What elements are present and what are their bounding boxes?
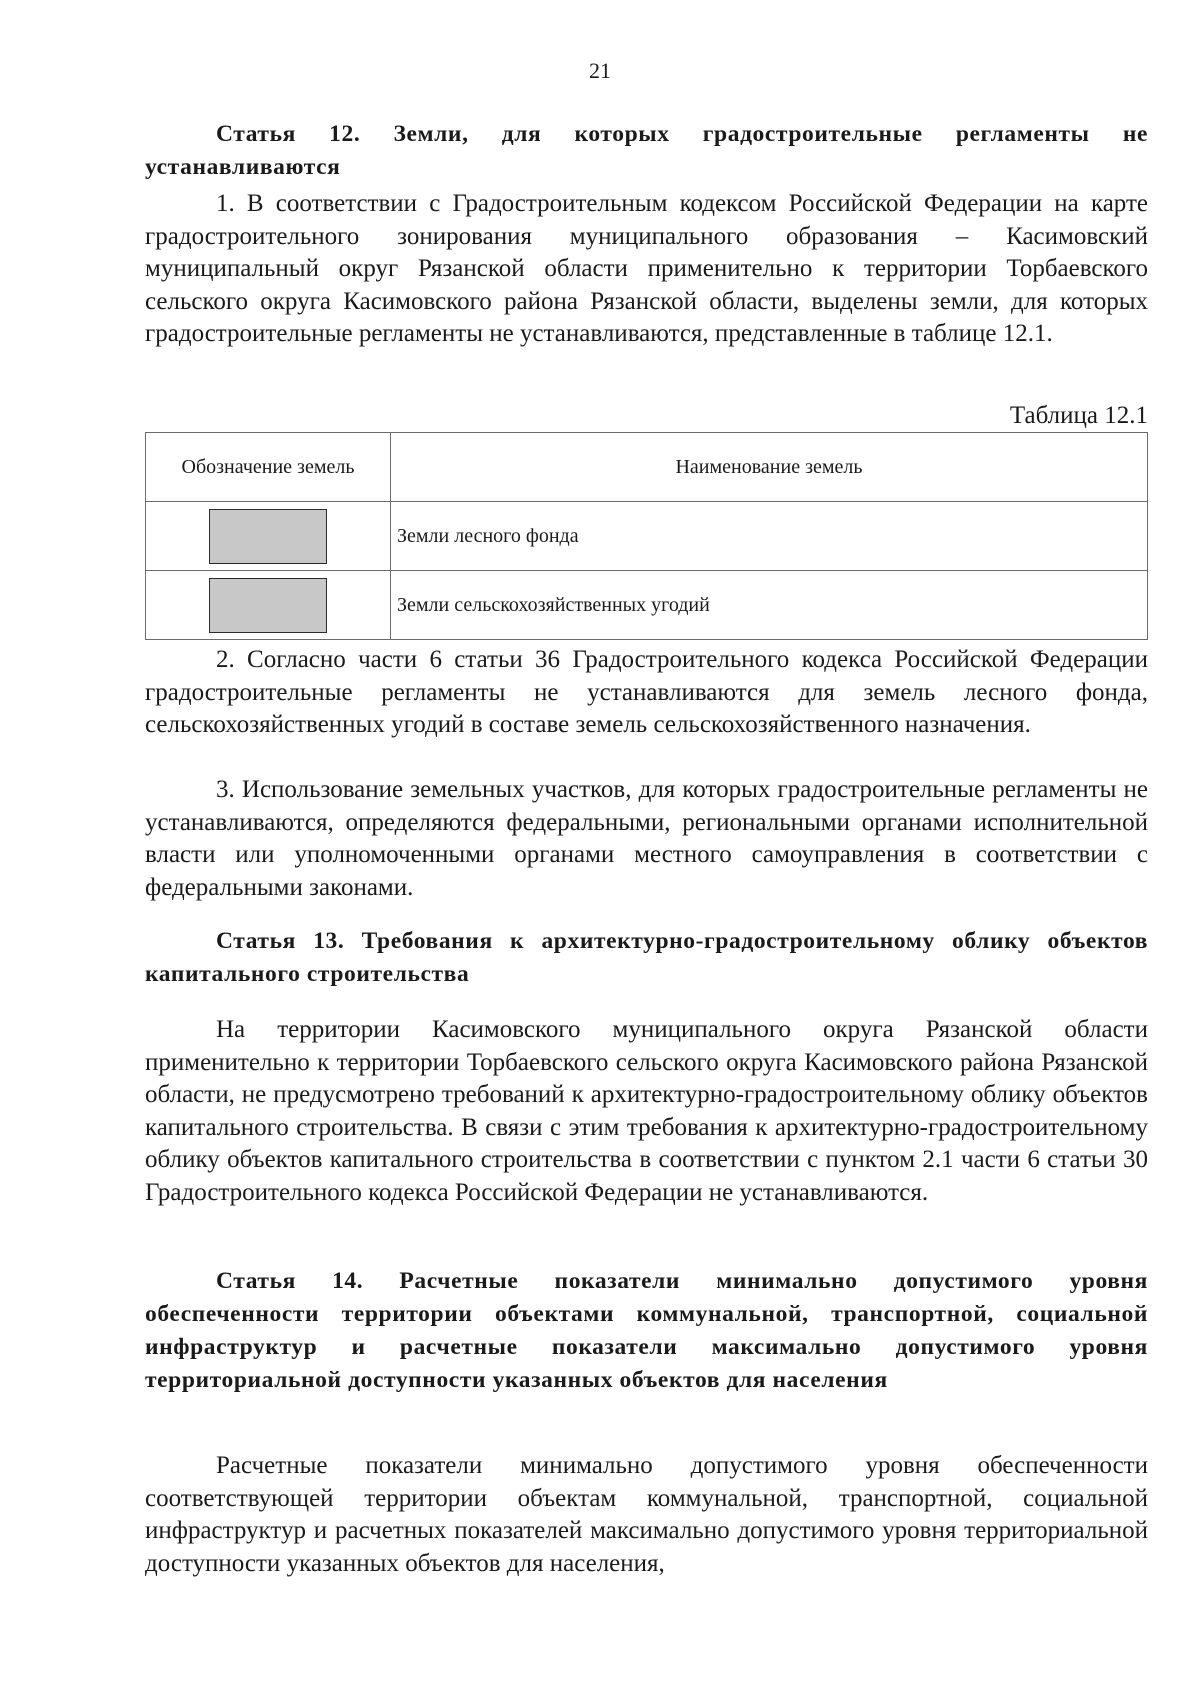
article-14-heading: Статья 14. Расчетные показатели минимально допустимого уровня обеспеченности территории объектами коммунальной, транспортной, социальной инфраструктур и расчетные показатели максимально допустимого уровня территориальной доступности указанных объектов для населения — [145, 1268, 1148, 1393]
article-12-heading: Статья 12. Земли, для которых градостроительные регламенты не устанавливаются — [145, 121, 1148, 180]
page-number: 21 — [589, 58, 611, 83]
land-name: Земли сельскохозяйственных угодий — [391, 571, 1148, 640]
agricultural-land-swatch — [209, 578, 327, 633]
table-row — [146, 502, 1148, 571]
header-symbol: Обозначение земель — [146, 433, 391, 502]
land-name: Земли лесного фонда — [391, 502, 1148, 571]
header-name: Наименование земель — [391, 433, 1148, 502]
table-header-row — [146, 433, 1148, 502]
table-row — [146, 571, 1148, 640]
lands-table — [145, 432, 1148, 640]
forest-land-swatch — [209, 509, 327, 564]
table-caption: Таблица 12.1 — [1009, 402, 1148, 429]
article-13-heading: Статья 13. Требования к архитектурно-градостроительному облику объектов капитального строительства — [145, 928, 1148, 987]
article-13-paragraph-1: На территории Касимовского муниципального округа Рязанской области применительно к территории Торбаевского сельского округа Касимовского района Рязанской области, не предусмотрено требований к архитектурно-градостроительному облику объектов капитального строительства. В связи с этим требования к архитектурно-градостроительному облику объектов капитального строительства в соответствии с пунктом 2.1 части 6 статьи 30 Градостроительного кодекса Российской Федерации не устанавливаются. — [145, 1016, 1148, 1206]
article-12-paragraph-2: 2. Согласно части 6 статьи 36 Градостроительного кодекса Российской Федерации градостроительные регламенты не устанавливаются для земель лесного фонда, сельскохозяйственных угодий в составе земель сельскохозяйственного назначения. — [145, 646, 1148, 738]
article-14-paragraph-1: Расчетные показатели минимально допустимого уровня обеспеченности соответствующей территории объектам коммунальной, транспортной, социальной инфраструктур и расчетных показателей максимально допустимого уровня территориальной доступности указанных объектов для населения, — [145, 1452, 1148, 1577]
article-12-paragraph-3: 3. Использование земельных участков, для которых градостроительные регламенты не устанавливаются, определяются федеральными, региональными органами исполнительной власти или уполномоченными органами местного самоуправления в соответствии с федеральными законами. — [145, 776, 1148, 901]
article-12-paragraph-1: 1. В соответствии с Градостроительным кодексом Российской Федерации на карте градостроительного зонирования муниципального образования – Касимовский муниципальный округ Рязанской области применительно к территории Торбаевского сельского округа Касимовского района Рязанской области, выделены земли, для которых градостроительные регламенты не устанавливаются, представленные в таблице 12.1. — [145, 190, 1148, 347]
